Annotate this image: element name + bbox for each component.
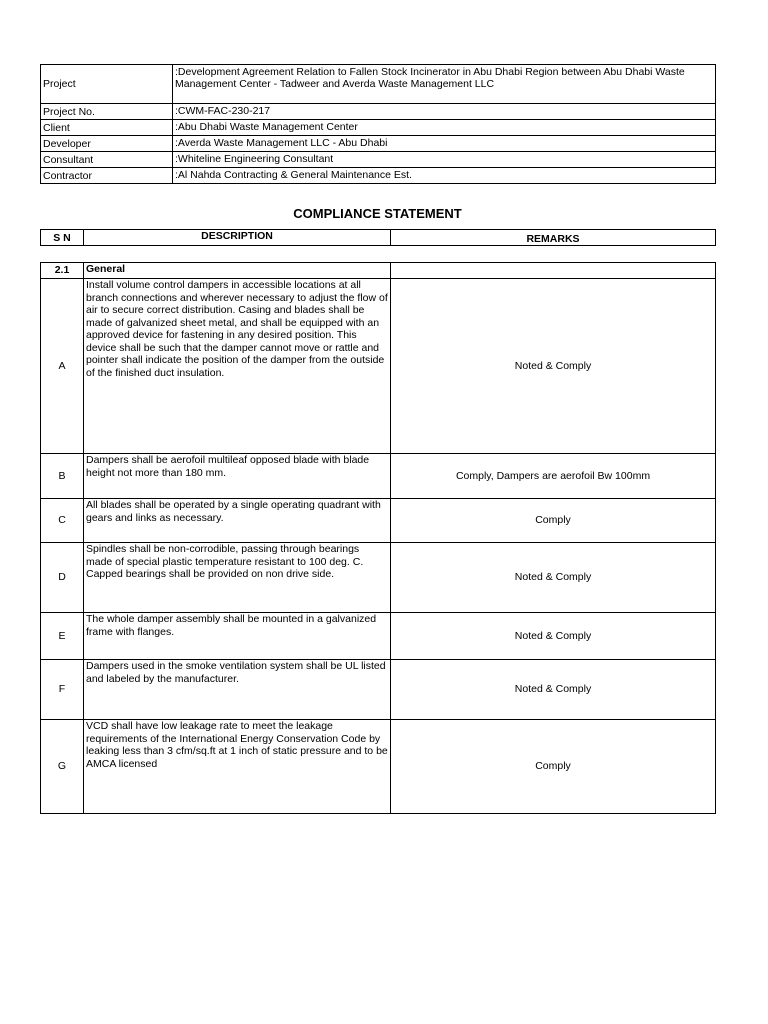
item-sn: D: [41, 543, 84, 613]
table-row: [41, 613, 716, 660]
item-sn: C: [41, 499, 84, 543]
table-row: [41, 499, 716, 543]
client-value: :Abu Dhabi Waste Management Center: [173, 120, 716, 136]
project-value: :Development Agreement Relation to Fallen Stock Incinerator in Abu Dhabi Region between Abu Dhabi Waste Management Center - Tadweer and Averda Waste Management LLC: [173, 65, 716, 104]
page-title: COMPLIANCE STATEMENT: [293, 206, 462, 221]
column-header-row: [41, 230, 716, 246]
compliance-table: [40, 262, 716, 814]
item-description: Spindles shall be non-corrodible, passing through bearings made of special plastic temperature resistant to 100 deg. C. Capped bearings shall be provided on non drive side.: [84, 543, 391, 613]
developer-row: [41, 136, 716, 152]
project-row: [41, 65, 716, 104]
project-no-value: :CWM-FAC-230-217: [173, 104, 716, 120]
item-sn: E: [41, 613, 84, 660]
item-description: Dampers used in the smoke ventilation system shall be UL listed and labeled by the manufacturer.: [84, 660, 391, 720]
item-description: Install volume control dampers in accessible locations at all branch connections and wherever necessary to adjust the flow of air to secure correct distribution. Casing and blades shall be made of galvanized sheet metal, and shall be equipped with an approved device for fastening in any desired position. This device shall be such that the damper cannot move or rattle and pointer shall indicate the position of the damper from the outside of the finished duct insulation.: [84, 279, 391, 454]
table-row: [41, 660, 716, 720]
section-row: [41, 263, 716, 279]
table-row: [41, 720, 716, 814]
item-remarks: Comply: [391, 720, 716, 814]
contractor-label: Contractor: [41, 168, 173, 184]
developer-value: :Averda Waste Management LLC - Abu Dhabi: [173, 136, 716, 152]
consultant-value: :Whiteline Engineering Consultant: [173, 152, 716, 168]
column-header-table: [40, 229, 716, 246]
table-row: [41, 279, 716, 454]
contractor-row: [41, 168, 716, 184]
item-remarks: Noted & Comply: [391, 279, 716, 454]
contractor-value: :Al Nahda Contracting & General Maintenance Est.: [173, 168, 716, 184]
section-remarks: [391, 263, 716, 279]
item-sn: A: [41, 279, 84, 454]
item-sn: G: [41, 720, 84, 814]
item-sn: F: [41, 660, 84, 720]
project-label: Project: [41, 65, 173, 104]
client-label: Client: [41, 120, 173, 136]
item-description: VCD shall have low leakage rate to meet the leakage requirements of the International Energy Conservation Code by leaking less than 3 cfm/sq.ft at 1 inch of static pressure and to be AMCA licensed: [84, 720, 391, 814]
section-number: 2.1: [41, 263, 84, 279]
table-row: [41, 454, 716, 499]
header-description: DESCRIPTION: [84, 230, 391, 246]
project-no-label: Project No.: [41, 104, 173, 120]
item-description: The whole damper assembly shall be mounted in a galvanized frame with flanges.: [84, 613, 391, 660]
item-remarks: Noted & Comply: [391, 613, 716, 660]
header-sn: S N: [41, 230, 84, 246]
consultant-row: [41, 152, 716, 168]
consultant-label: Consultant: [41, 152, 173, 168]
header-remarks: REMARKS: [391, 230, 716, 246]
item-remarks: Noted & Comply: [391, 543, 716, 613]
developer-label: Developer: [41, 136, 173, 152]
table-row: [41, 543, 716, 613]
item-remarks: Comply, Dampers are aerofoil Bw 100mm: [391, 454, 716, 499]
item-remarks: Noted & Comply: [391, 660, 716, 720]
project-info-table: [40, 64, 716, 184]
item-description: Dampers shall be aerofoil multileaf opposed blade with blade height not more than 180 mm.: [84, 454, 391, 499]
item-sn: B: [41, 454, 84, 499]
section-title: General: [84, 263, 391, 279]
project-no-row: [41, 104, 716, 120]
client-row: [41, 120, 716, 136]
item-remarks: Comply: [391, 499, 716, 543]
item-description: All blades shall be operated by a single operating quadrant with gears and links as necessary.: [84, 499, 391, 543]
